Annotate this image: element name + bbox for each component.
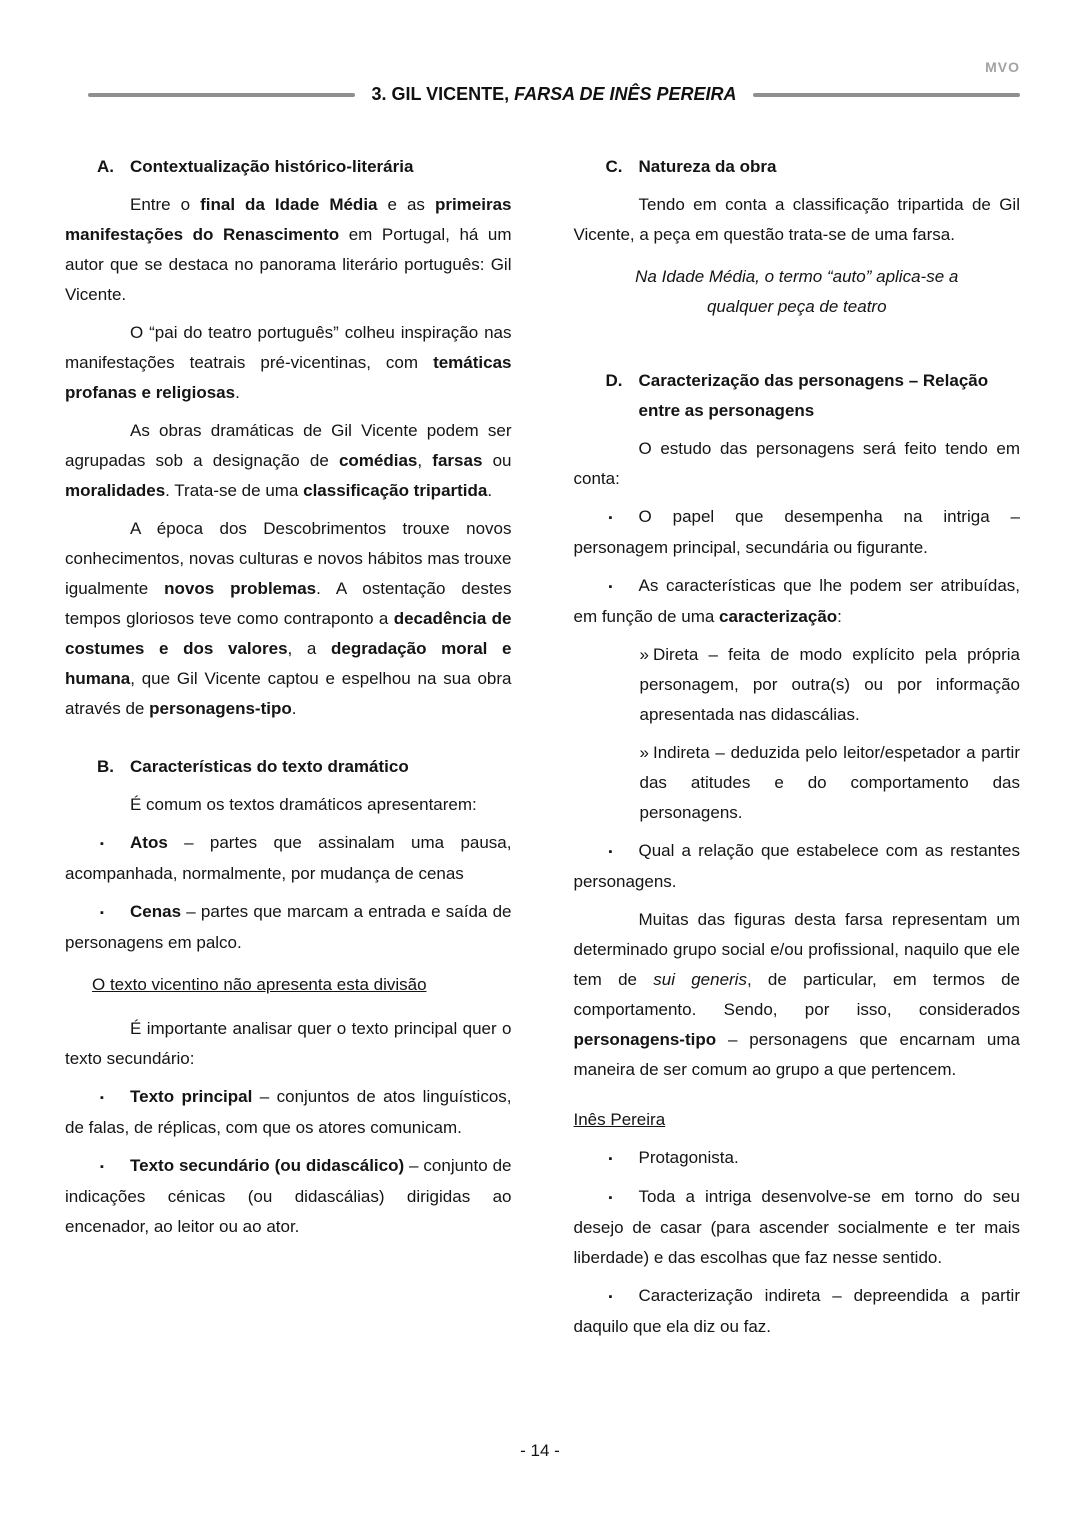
- text-run: – partes que assinalam uma pausa, acompanhada, normalmente, por mudança de cenas: [65, 833, 512, 883]
- text-run: Na Idade Média, o termo “auto” aplica-se a qualquer peça de teatro: [635, 267, 959, 316]
- text-run: Texto principal: [130, 1087, 253, 1106]
- text-run: sui generis: [653, 970, 747, 989]
- text-run: farsas: [432, 451, 483, 470]
- text-run: Qual a relação que estabelece com as restantes personagens.: [573, 841, 1020, 891]
- bullet-marker: ▪: [608, 512, 613, 524]
- underlined-note: [92, 970, 512, 1000]
- text-run: – personagens que encarnam uma maneira de ser comum ao grupo a que pertencem.: [573, 1030, 1020, 1079]
- paragraph: [574, 434, 1021, 494]
- title-rule-right: [753, 93, 1020, 97]
- text-run: em Portugal, há um autor que se destaca no panorama literário português: Gil Vicente.: [65, 225, 512, 304]
- text-run: Entre o: [130, 195, 201, 214]
- bullet-item: [574, 1281, 1021, 1342]
- heading-letter: A.: [97, 157, 114, 176]
- bullet-marker: ▪: [100, 838, 104, 850]
- heading-text: [639, 152, 1021, 182]
- text-run: decadência de costumes e dos valores: [65, 609, 512, 658]
- text-run: e as: [377, 195, 435, 214]
- heading-letter: D.: [605, 371, 623, 390]
- bullet-marker: ▪: [608, 846, 613, 858]
- text-run: Direta – feita de modo explícito pela própria personagem, por outra(s) ou por informação apresentada nas didascálias.: [639, 645, 1020, 724]
- bullet-marker: ▪: [608, 1192, 613, 1204]
- text-run: Caracterização indireta – depreendida a partir daquilo que ela diz ou faz.: [573, 1286, 1020, 1336]
- text-run: Inês Pereira: [573, 1110, 666, 1129]
- heading-text: [130, 752, 512, 782]
- text-run: O estudo das personagens será feito tendo em conta:: [573, 439, 1020, 488]
- text-run: primeiras manifestações do Renascimento: [65, 195, 512, 244]
- text-run: .: [235, 383, 240, 402]
- bullet-item: [65, 897, 512, 958]
- bullet-marker: ▪: [100, 1161, 104, 1173]
- text-run: Indireta – deduzida pelo leitor/espetador a partir das atitudes e do comportamento das personagens.: [639, 743, 1020, 822]
- text-run: Características do texto dramático: [130, 757, 409, 776]
- chevron-marker: »: [639, 645, 649, 664]
- text-run: Atos: [130, 833, 168, 852]
- watermark: MVO: [985, 59, 1020, 75]
- page-number: - 14 -: [520, 1441, 560, 1460]
- left-column: [65, 152, 512, 1350]
- chevron-marker: »: [639, 743, 649, 762]
- text-run: – conjunto de indicações cénicas (ou didascálias) dirigidas ao encenador, ao leitor ou ao ator.: [65, 1156, 512, 1236]
- heading-text: [130, 152, 512, 182]
- text-run: É comum os textos dramáticos apresentarem:: [130, 795, 477, 814]
- paragraph: [65, 318, 512, 408]
- text-run: O texto vicentino não apresenta esta divisão: [92, 975, 427, 994]
- title-main: 3. GIL VICENTE,: [371, 84, 515, 104]
- title-italic: FARSA DE INÊS PEREIRA: [514, 84, 737, 104]
- text-run: Protagonista.: [638, 1148, 739, 1167]
- paragraph: [574, 905, 1021, 1085]
- text-run: caracterização: [719, 607, 838, 626]
- paragraph: [65, 190, 512, 310]
- text-run: As características que lhe podem ser atribuídas, em função de uma: [573, 576, 1020, 626]
- section-heading: [574, 152, 1021, 182]
- bullet-item: [574, 836, 1021, 897]
- text-run: ,: [417, 451, 433, 470]
- bullet-item: [65, 828, 512, 889]
- bullet-item: [574, 571, 1021, 632]
- text-run: As obras dramáticas de Gil Vicente podem ser agrupadas sob a designação de: [65, 421, 512, 470]
- text-run: comédias: [338, 451, 418, 470]
- title-rule-left: [88, 93, 355, 97]
- bullet-item: [574, 502, 1021, 563]
- text-run: Caracterização das personagens – Relação entre as personagens: [638, 371, 989, 420]
- text-run: .: [487, 481, 493, 500]
- bullet-item: [574, 1182, 1021, 1273]
- text-run: Toda a intriga desenvolve-se em torno do seu desejo de casar (para ascender socialmente e ter mais liberdade) e das escolhas que faz nesse sentido.: [573, 1187, 1020, 1267]
- right-column: [574, 152, 1021, 1350]
- text-run: , de particular, em termos de comportamento. Sendo, por isso, considerados: [573, 970, 1020, 1019]
- text-run: , que Gil Vicente captou e espelhou na sua obra através de: [65, 669, 512, 718]
- section-heading: [574, 366, 1021, 426]
- italic-quote: [602, 262, 993, 322]
- bullet-item: [574, 1143, 1021, 1174]
- text-run: Contextualização histórico-literária: [130, 157, 414, 176]
- bullet-marker: ▪: [608, 1153, 613, 1165]
- text-run: moralidades: [65, 481, 166, 500]
- text-run: Texto secundário (ou didascálico): [130, 1156, 405, 1175]
- text-run: . Trata-se de uma: [165, 481, 304, 500]
- bullet-marker: ▪: [608, 1291, 613, 1303]
- bullet-marker: ▪: [608, 581, 613, 593]
- text-run: – conjuntos de atos linguísticos, de falas, de réplicas, com que os atores comunicam.: [65, 1087, 512, 1137]
- bullet-marker: ▪: [100, 1092, 104, 1104]
- sub-bullet-item: [640, 640, 1021, 730]
- section-heading: [65, 152, 512, 182]
- text-run: Tendo em conta a classificação tripartida de Gil Vicente, a peça em questão trata-se de uma farsa.: [573, 195, 1020, 244]
- text-run: Muitas das figuras desta farsa representam um determinado grupo social e/ou profissional, naquilo que ele tem de: [573, 910, 1020, 989]
- heading-letter: C.: [605, 157, 623, 176]
- paragraph: [65, 1014, 512, 1074]
- bullet-item: [65, 1082, 512, 1143]
- text-run: temáticas profanas e religiosas: [65, 353, 512, 402]
- bullet-item: [65, 1151, 512, 1242]
- text-run: É importante analisar quer o texto principal quer o texto secundário:: [65, 1019, 512, 1068]
- text-run: . A ostentação destes tempos gloriosos teve como contraponto a: [65, 579, 512, 628]
- underlined-subheading: [574, 1105, 1021, 1135]
- paragraph: [574, 190, 1021, 250]
- paragraph: [65, 514, 512, 724]
- text-run: Cenas: [130, 902, 182, 921]
- text-run: A época dos Descobrimentos trouxe novos conhecimentos, novas culturas e novos hábitos mas trouxe igualmente: [65, 519, 512, 598]
- sub-bullet-item: [640, 738, 1021, 828]
- text-run: classificação tripartida: [303, 481, 488, 500]
- text-run: O “pai do teatro português” colheu inspiração nas manifestações teatrais pré-vicentinas, com: [65, 323, 512, 372]
- page-title: [371, 84, 736, 106]
- text-run: O papel que desempenha na intriga – personagem principal, secundária ou figurante.: [573, 507, 1020, 557]
- text-run: – partes que marcam a entrada e saída de personagens em palco.: [65, 902, 512, 952]
- heading-text: [639, 366, 1021, 426]
- heading-letter: B.: [97, 757, 114, 776]
- text-run: personagens-tipo: [573, 1030, 717, 1049]
- paragraph: [65, 416, 512, 506]
- text-run: .: [291, 699, 297, 718]
- text-run: final da Idade Média: [200, 195, 378, 214]
- text-run: degradação moral e humana: [65, 639, 512, 688]
- bullet-marker: ▪: [100, 907, 104, 919]
- text-run: personagens-tipo: [149, 699, 292, 718]
- text-run: Natureza da obra: [638, 157, 777, 176]
- text-run: novos problemas: [164, 579, 317, 598]
- text-run: , a: [287, 639, 332, 658]
- text-run: :: [837, 607, 842, 626]
- text-run: ou: [482, 451, 512, 470]
- document-title-row: [88, 84, 1020, 106]
- content-columns: [65, 152, 1020, 1350]
- paragraph: [65, 790, 512, 820]
- section-heading: [65, 752, 512, 782]
